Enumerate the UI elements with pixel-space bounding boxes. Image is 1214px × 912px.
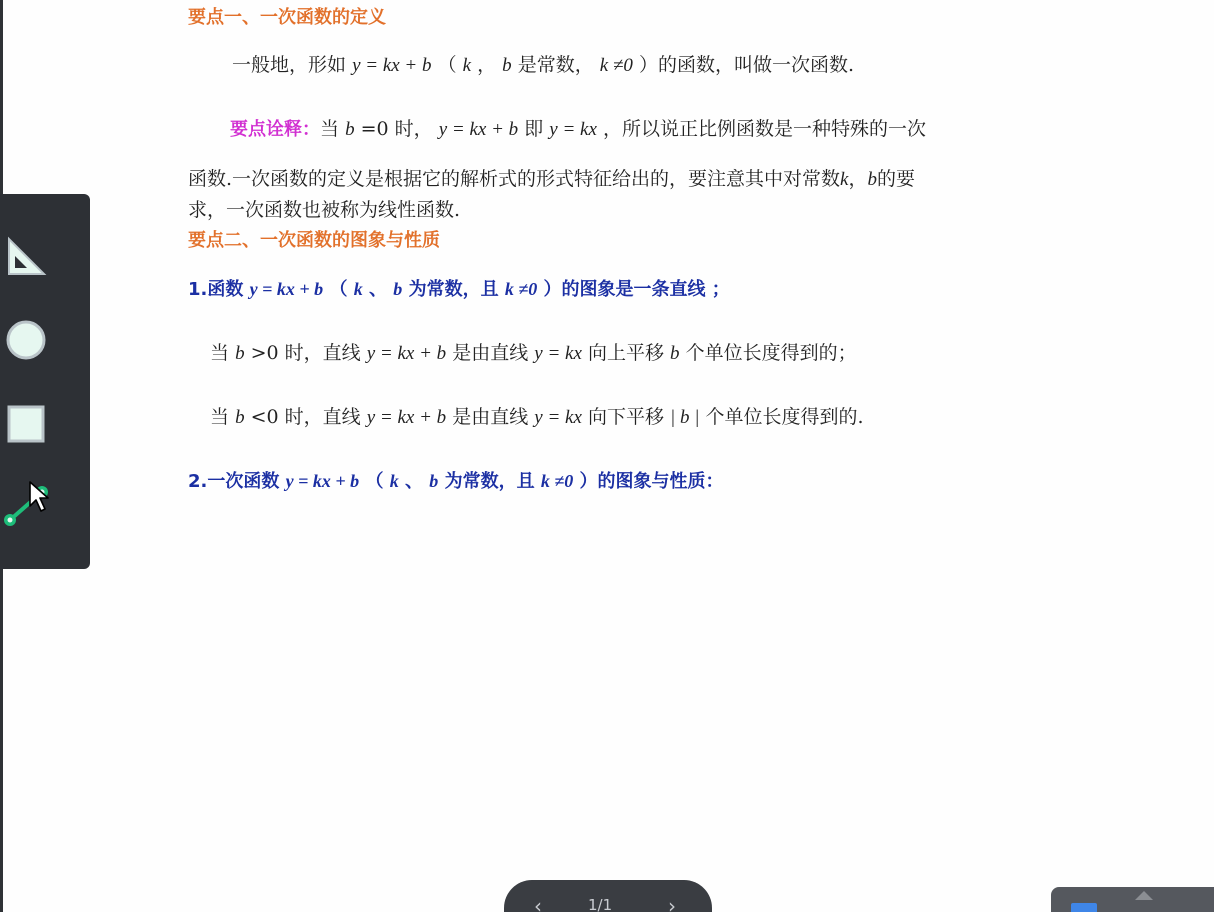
text-segment: 2.一次函数 xyxy=(188,471,280,492)
text-segment: 向上平移 xyxy=(587,342,664,364)
text-segment: 个单位长度得到的. xyxy=(705,406,864,428)
text-segment: ， xyxy=(477,54,497,76)
variable-k: k xyxy=(462,55,472,76)
formula: y = kx xyxy=(549,119,597,140)
variable-k: k xyxy=(389,471,399,491)
text-segment: =0 时， xyxy=(360,118,433,140)
text-segment: （ xyxy=(437,54,457,76)
text-segment: >0 时，直线 xyxy=(250,342,361,364)
chevron-up-icon[interactable] xyxy=(1135,891,1153,900)
page-indicator: 1/1 xyxy=(588,896,613,912)
text-segment: 是由直线 xyxy=(452,342,529,364)
text-segment: ）的图象是一条直线 ； xyxy=(543,279,730,300)
formula: y = kx xyxy=(534,407,582,428)
side-panel-toggle[interactable] xyxy=(1051,887,1214,912)
text-segment: 1.函数 xyxy=(188,279,244,300)
text-segment: 、 xyxy=(369,279,388,300)
heading-graph-properties: 要点二、一次函数的图象与性质 xyxy=(188,230,440,251)
case-b-negative xyxy=(210,404,864,431)
condition: k ≠0 xyxy=(599,55,633,76)
formula: y = kx + b xyxy=(366,407,447,428)
text-segment: 个单位长度得到的； xyxy=(685,342,857,364)
text-segment: 一般地，形如 xyxy=(232,54,347,76)
mouse-cursor-icon xyxy=(28,480,52,514)
variable-b: b xyxy=(393,279,403,299)
variable-b: b xyxy=(345,119,355,140)
formula: y = kx + b xyxy=(249,279,324,299)
abs-b: | b | xyxy=(670,407,700,428)
text-segment: 的要 xyxy=(877,168,916,190)
document-icon[interactable] xyxy=(1071,903,1097,912)
next-page-button[interactable]: › xyxy=(668,894,676,912)
text-segment: （ xyxy=(365,471,384,492)
text-segment: <0 时，直线 xyxy=(250,406,361,428)
text-segment: 当 xyxy=(320,118,340,140)
text-segment: ，所以说正比例函数是一种特殊的一次 xyxy=(602,118,926,140)
formula: y = kx + b xyxy=(285,471,360,491)
triangle-ruler-icon[interactable] xyxy=(4,234,48,278)
text-segment: ， xyxy=(848,168,868,190)
text-segment: （ xyxy=(329,279,348,300)
variable-b: b xyxy=(235,407,245,428)
text-segment: ）的函数，叫做一次函数. xyxy=(638,54,854,76)
definition-text xyxy=(232,52,854,79)
condition: k ≠0 xyxy=(540,471,574,491)
text-segment: 为常数，且 xyxy=(408,279,499,300)
variable-b: b xyxy=(670,343,680,364)
page-navigator xyxy=(504,880,712,912)
variable-b: b xyxy=(429,471,439,491)
formula: y = kx xyxy=(534,343,582,364)
text-segment: 当 xyxy=(210,342,230,364)
text-segment: 是由直线 xyxy=(452,406,529,428)
text-segment: 当 xyxy=(210,406,230,428)
formula: y = kx + b xyxy=(352,55,432,76)
text-segment: ）的图象与性质： xyxy=(579,471,724,492)
prev-page-button[interactable]: ‹ xyxy=(534,894,542,912)
variable-k: k xyxy=(840,169,849,190)
item-2 xyxy=(188,468,724,495)
circle-shape-icon[interactable] xyxy=(4,318,48,362)
text-segment: 、 xyxy=(405,471,424,492)
variable-k: k xyxy=(353,279,363,299)
note-line-2 xyxy=(188,166,915,193)
variable-b: b xyxy=(235,343,245,364)
note-line-3: 求，一次函数也被称为线性函数. xyxy=(188,199,461,221)
square-shape-icon[interactable] xyxy=(4,402,48,446)
formula: y = kx + b xyxy=(366,343,447,364)
note-line-1 xyxy=(230,116,926,143)
case-b-positive xyxy=(210,340,857,367)
heading-definition: 要点一、一次函数的定义 xyxy=(188,7,386,28)
item-1 xyxy=(188,276,730,303)
text-segment: 是常数， xyxy=(517,54,594,76)
text-segment: 向下平移 xyxy=(587,406,664,428)
note-label: 要点诠释： xyxy=(230,119,320,140)
text-segment: 函数.一次函数的定义是根据它的解析式的形式特征给出的，要注意其中对常数 xyxy=(188,168,841,190)
formula: y = kx + b xyxy=(438,119,519,140)
text-segment: 为常数，且 xyxy=(444,471,535,492)
variable-b: b xyxy=(867,169,877,190)
condition: k ≠0 xyxy=(504,279,538,299)
variable-b: b xyxy=(502,55,512,76)
text-segment: 即 xyxy=(524,118,544,140)
